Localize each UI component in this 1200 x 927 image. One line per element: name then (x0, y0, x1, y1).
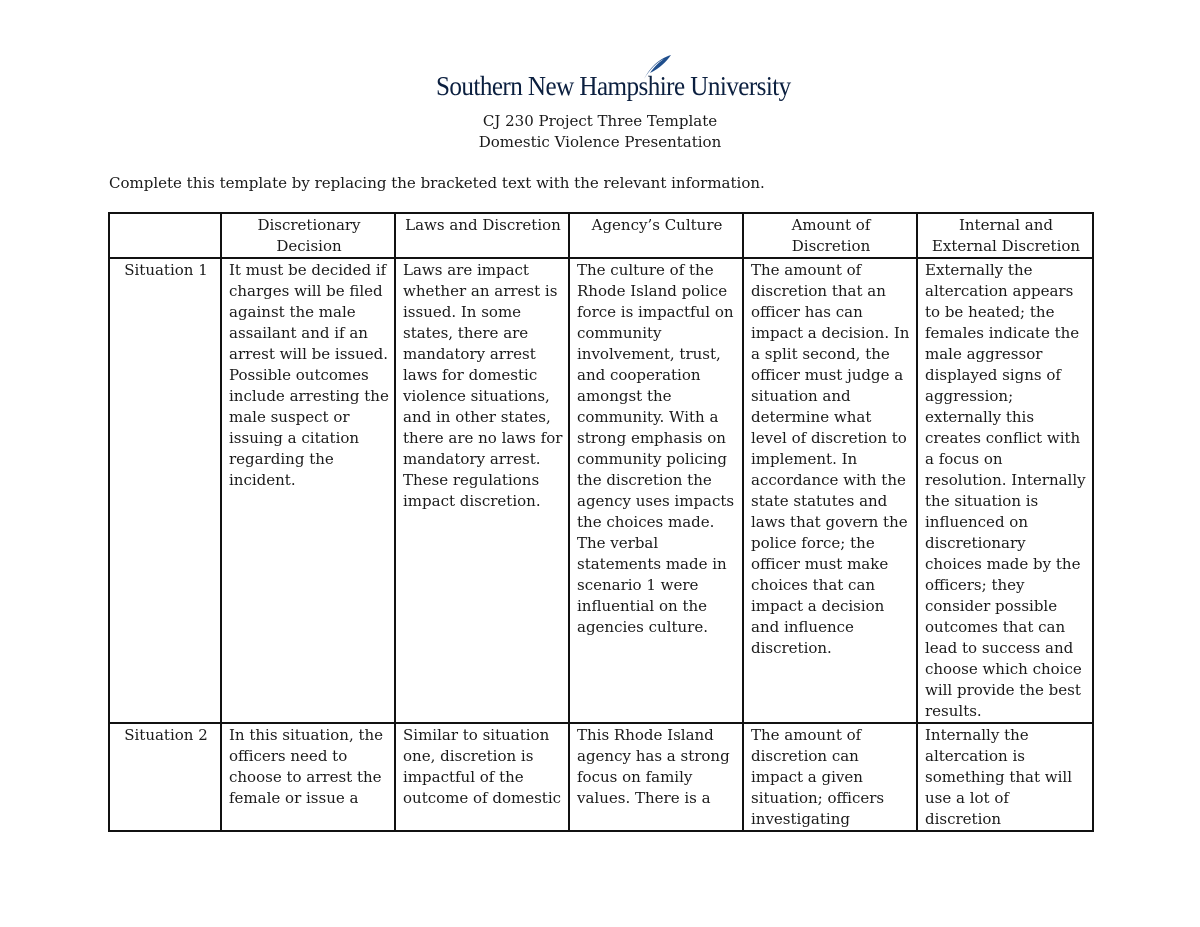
table-cell: Internally the altercation is something that will use a lot of discretion (917, 723, 1093, 831)
document-title: CJ 230 Project Three Template (482, 112, 718, 130)
header-cell-amount-of-discretion: Amount of Discretion (743, 213, 917, 258)
row-label-situation-1: Situation 1 (109, 258, 221, 723)
header-cell-internal-external-discretion: Internal and External Discretion (917, 213, 1093, 258)
table-cell: In this situation, the officers need to choose to arrest the female or issue a (221, 723, 395, 831)
logo-wordmark: Southern New Hampshire University (436, 71, 791, 101)
table-cell: It must be decided if charges will be filed against the male assailant and if an arrest will be issued. Possible outcomes include arresting the male suspect or issuing a citation regarding the incident. (221, 258, 395, 723)
table-cell: The amount of discretion that an officer has can impact a decision. In a split second, the officer must judge a situation and determine what level of discretion to implement. In accordance with the state statutes and laws that govern the police force; the officer must make choices that can impact a decision and influence discretion. (743, 258, 917, 723)
instructions-text: Complete this template by replacing the bracketed text with the relevant information. (109, 174, 765, 192)
discretion-table (108, 212, 1094, 832)
table-cell: Laws are impact whether an arrest is issued. In some states, there are mandatory arrest laws for domestic violence situations, and in other states, there are no laws for mandatory arrest. These regulations impact discretion. (395, 258, 569, 723)
quill-icon (642, 54, 672, 80)
header-cell-agency-culture: Agency’s Culture (569, 213, 743, 258)
table-cell: The amount of discretion can impact a given situation; officers investigating (743, 723, 917, 831)
table-cell: This Rhode Island agency has a strong focus on family values. There is a (569, 723, 743, 831)
table-row (109, 723, 1093, 831)
university-logo (436, 54, 791, 104)
table-cell: Similar to situation one, discretion is impactful of the outcome of domestic (395, 723, 569, 831)
row-label-situation-2: Situation 2 (109, 723, 221, 831)
header-cell-empty (109, 213, 221, 258)
table-header-row (109, 213, 1093, 258)
table-row (109, 258, 1093, 723)
header-cell-laws-and-discretion: Laws and Discretion (395, 213, 569, 258)
header-cell-discretionary-decision: Discretionary Decision (221, 213, 395, 258)
document-subtitle: Domestic Violence Presentation (478, 133, 722, 151)
table-cell: The culture of the Rhode Island police force is impactful on community involvement, trust, and cooperation amongst the community. With a strong emphasis on community policing the discretion the agency uses impacts the choices made. The verbal statements made in scenario 1 were influential on the agencies culture. (569, 258, 743, 723)
table-cell: Externally the altercation appears to be heated; the females indicate the male aggressor displayed signs of aggression; externally this creates conflict with a focus on resolution. Internally the situation is influenced on discretionary choices made by the officers; they consider possible outcomes that can lead to success and choose which choice will provide the best results. (917, 258, 1093, 723)
